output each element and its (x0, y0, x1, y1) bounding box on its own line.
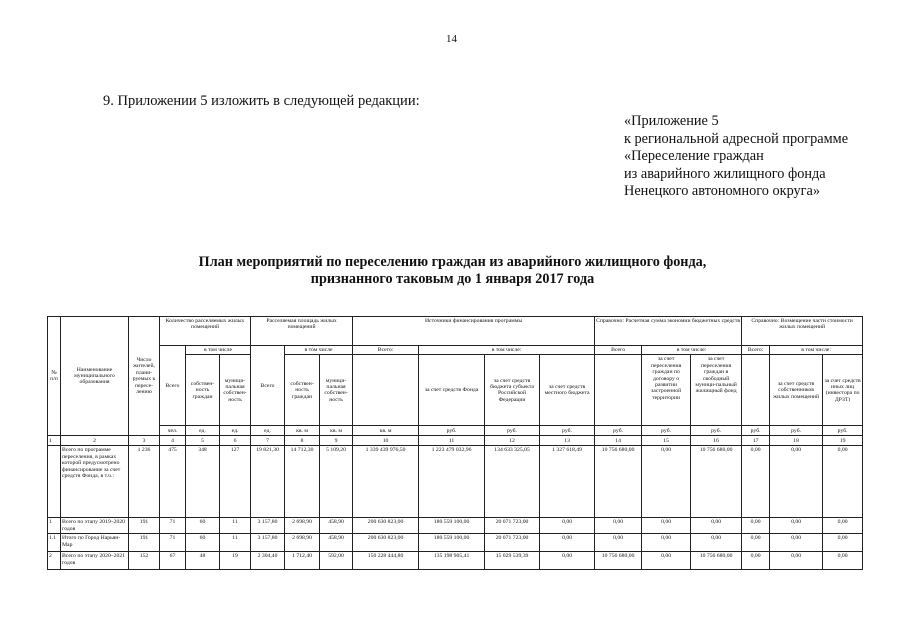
header-qty-mun: муници-пальная собствен-ность (220, 355, 251, 426)
row-value: 191 (129, 518, 160, 534)
row-value: 0,00 (770, 552, 823, 570)
row-value: 67 (160, 552, 186, 570)
row-value: 0,00 (642, 552, 691, 570)
header-econ-blank (595, 355, 642, 426)
row-value: 2 698,90 (285, 518, 320, 534)
row-value: 180 559 100,00 (419, 518, 485, 534)
row-value: 134 633 325,05 (485, 446, 540, 518)
header-comp-b: за счет средств иных лиц (инвестора по ДРЗТ) (823, 355, 863, 426)
header-area-total: Всего (251, 346, 285, 426)
row-value: 71 (160, 534, 186, 552)
row-value: 0,00 (742, 446, 770, 518)
row-value: 1 339 439 976,50 (353, 446, 419, 518)
row-num: 1 (48, 518, 61, 534)
header-fin-blank (353, 355, 419, 426)
row-value: 60 (186, 534, 220, 552)
appendix-line: «Переселение граждан (624, 148, 764, 165)
header-econ-sub: в том числе: (642, 346, 742, 355)
row-value: 475 (160, 446, 186, 518)
appendix-line: Ненецкого автономного округа» (624, 183, 821, 200)
header-fin-local: за счет средств местного бюджета (540, 355, 595, 426)
header-residents: Число жителей, плани-руемых к пересе-лению (129, 317, 160, 436)
amendment-item-text: 9. Приложении 5 изложить в следующей редакции: (103, 93, 420, 109)
column-number: 9 (320, 436, 353, 446)
column-number-row (48, 436, 863, 446)
row-value: 1 236 (129, 446, 160, 518)
column-number: 14 (595, 436, 642, 446)
unit-cell: кв. м (320, 426, 353, 436)
row-value: 11 (220, 534, 251, 552)
column-number: 15 (642, 436, 691, 446)
header-comp-group: Справочно: Возмещение части стоимости жилых помещений (742, 317, 863, 346)
unit-cell: ед. (186, 426, 220, 436)
appendix-line: из аварийного жилищного фонда (624, 165, 826, 182)
header-area-group: Расселяемая площадь жилых помещений (251, 317, 353, 346)
unit-cell: руб. (485, 426, 540, 436)
row-value: 150 228 444,80 (353, 552, 419, 570)
row-value: 1 712,40 (285, 552, 320, 570)
row-value: 0,00 (691, 534, 742, 552)
header-qty-group: Количество расселяемых жилых помещений (160, 317, 251, 346)
header-econ-group: Справочно: Расчетная сумма экономии бюджетных средств (595, 317, 742, 346)
table-row (48, 446, 863, 518)
table-row (48, 534, 863, 552)
column-number: 13 (540, 436, 595, 446)
column-number: 6 (220, 436, 251, 446)
column-number: 3 (129, 436, 160, 446)
header-area-sub: в том числе (285, 346, 353, 355)
row-value: 592,00 (320, 552, 353, 570)
row-value: 0,00 (770, 446, 823, 518)
row-num: 2 (48, 552, 61, 570)
header-comp-a: за счет средств собственников жилых помещений (770, 355, 823, 426)
row-name: Итого по Город Нарьян-Мар (61, 534, 129, 552)
unit-cell: ед. (220, 426, 251, 436)
row-name: Всего по этапу 2019–2020 годов (61, 518, 129, 534)
row-value: 1 327 618,49 (540, 446, 595, 518)
unit-cell: руб. (742, 426, 770, 436)
row-value: 0,00 (642, 518, 691, 534)
header-qty-total: Всего (160, 346, 186, 426)
row-value: 10 756 680,00 (595, 446, 642, 518)
row-value: 0,00 (823, 534, 863, 552)
header-area-own: собствен-ность граждан (285, 355, 320, 426)
appendix-line: к региональной адресной программе (624, 130, 849, 147)
header-comp-blank (742, 355, 770, 426)
column-number: 11 (419, 436, 485, 446)
unit-cell: руб. (642, 426, 691, 436)
row-value: 0,00 (742, 552, 770, 570)
row-name: Всего по программе переселения, в рамках которой предусмотрено финансирование за счет средств Фонда, в т.ч.: (61, 446, 129, 518)
row-value: 10 756 680,00 (691, 446, 742, 518)
row-name: Всего по этапу 2020–2021 годов (61, 552, 129, 570)
row-value: 348 (186, 446, 220, 518)
row-value: 0,00 (595, 534, 642, 552)
header-fin-group: Источники финансирования программы (353, 317, 595, 346)
row-value: 127 (220, 446, 251, 518)
header-comp-total: Всего: (742, 346, 770, 355)
page-number: 14 (446, 33, 457, 45)
document-title (0, 254, 905, 288)
row-value: 152 (129, 552, 160, 570)
unit-cell: руб. (540, 426, 595, 436)
header-comp-sub: в том числе: (770, 346, 863, 355)
resettlement-plan-table (47, 316, 863, 570)
row-value: 1 223 479 032,96 (419, 446, 485, 518)
row-value: 0,00 (770, 518, 823, 534)
header-econ-total: Всего (595, 346, 642, 355)
unit-cell: руб. (595, 426, 642, 436)
row-value: 0,00 (540, 534, 595, 552)
row-value: 15 029 539,39 (485, 552, 540, 570)
column-number: 8 (285, 436, 320, 446)
column-number: 12 (485, 436, 540, 446)
row-value: 14 712,30 (285, 446, 320, 518)
unit-cell: руб. (823, 426, 863, 436)
row-value: 19 (220, 552, 251, 570)
unit-cell: чел. (160, 426, 186, 436)
header-econ-a: за счет переселения граждан по договору о развитии застроенной территории (642, 355, 691, 426)
unit-cell: кв. м (285, 426, 320, 436)
row-value: 2 698,90 (285, 534, 320, 552)
unit-cell: руб. (691, 426, 742, 436)
row-value: 0,00 (742, 518, 770, 534)
column-number: 16 (691, 436, 742, 446)
row-value: 3 157,80 (251, 534, 285, 552)
title-line: План мероприятий по переселению граждан из аварийного жилищного фонда, (198, 254, 707, 270)
column-number: 18 (770, 436, 823, 446)
row-value: 19 821,30 (251, 446, 285, 518)
header-qty-sub: в том числе (186, 346, 251, 355)
header-fin-sub: в том числе: (419, 346, 595, 355)
row-value: 2 304,40 (251, 552, 285, 570)
row-value: 458,90 (320, 518, 353, 534)
row-value: 0,00 (770, 534, 823, 552)
row-value: 0,00 (823, 518, 863, 534)
row-value: 11 (220, 518, 251, 534)
row-value: 3 157,80 (251, 518, 285, 534)
row-value: 60 (186, 518, 220, 534)
row-value: 135 198 905,41 (419, 552, 485, 570)
row-value: 10 756 680,00 (691, 552, 742, 570)
column-number: 4 (160, 436, 186, 446)
row-value: 0,00 (691, 518, 742, 534)
title-line: признанного таковым до 1 января 2017 года (310, 271, 595, 287)
column-number: 5 (186, 436, 220, 446)
header-fin-subject: за счет средств бюджета субъекта Российской Федерации (485, 355, 540, 426)
row-num: 1.1 (48, 534, 61, 552)
row-value: 0,00 (540, 518, 595, 534)
row-value: 200 630 823,00 (353, 534, 419, 552)
row-value: 48 (186, 552, 220, 570)
column-number: 7 (251, 436, 285, 446)
row-num (48, 446, 61, 518)
header-fin-total: Всего: (353, 346, 419, 355)
row-value: 191 (129, 534, 160, 552)
row-value: 0,00 (540, 552, 595, 570)
column-number: 17 (742, 436, 770, 446)
row-value: 0,00 (642, 534, 691, 552)
column-number: 19 (823, 436, 863, 446)
row-value: 200 630 823,00 (353, 518, 419, 534)
header-name: Наименование муниципального образования (61, 317, 129, 436)
appendix-line: «Приложение 5 (624, 113, 719, 129)
units-row (48, 426, 863, 436)
row-value: 180 559 100,00 (419, 534, 485, 552)
row-value: 71 (160, 518, 186, 534)
row-value: 0,00 (742, 534, 770, 552)
row-value: 20 071 723,00 (485, 534, 540, 552)
row-value: 20 071 723,00 (485, 518, 540, 534)
header-num: № п/п (48, 317, 61, 436)
unit-cell: ед. (251, 426, 285, 436)
row-value: 458,90 (320, 534, 353, 552)
row-value: 0,00 (823, 446, 863, 518)
row-value: 5 109,20 (320, 446, 353, 518)
row-value: 0,00 (642, 446, 691, 518)
header-econ-b: за счет переселения граждан в свободный муници-пальный жилищный фонд (691, 355, 742, 426)
appendix-reference (624, 113, 848, 201)
row-value: 0,00 (595, 518, 642, 534)
header-fin-fund: за счет средств Фонда (419, 355, 485, 426)
table-row (48, 518, 863, 534)
header-area-mun: муници-пальная собствен-ность (320, 355, 353, 426)
unit-cell: кв. м (353, 426, 419, 436)
row-value: 10 756 680,00 (595, 552, 642, 570)
table-row (48, 552, 863, 570)
row-value: 0,00 (823, 552, 863, 570)
unit-cell: руб. (419, 426, 485, 436)
column-number: 2 (61, 436, 129, 446)
unit-cell: руб. (770, 426, 823, 436)
column-number: 10 (353, 436, 419, 446)
column-number: 1 (48, 436, 61, 446)
header-qty-own: собствен-ность граждан (186, 355, 220, 426)
